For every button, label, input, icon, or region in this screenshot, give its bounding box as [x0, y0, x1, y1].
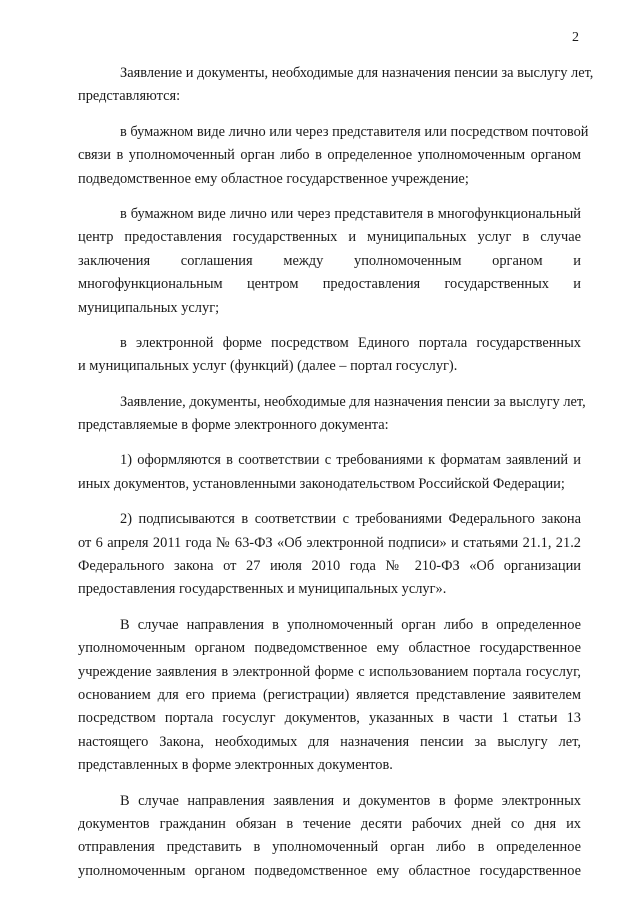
text-line: представляются: — [78, 88, 181, 105]
paragraph — [78, 391, 586, 438]
text-line: отправления представить в уполномоченный орган либо в определенное — [78, 839, 581, 856]
text-line: связи в уполномоченный орган либо в определенное уполномоченным органом — [78, 147, 581, 164]
text-line: Федерального закона от 27 июля 2010 года № 210-ФЗ «Об организации — [78, 558, 581, 575]
document-body — [78, 62, 594, 883]
text-line: представляемые в форме электронного документа: — [78, 417, 389, 434]
text-line: предоставления государственных и муниципальных услуг». — [78, 581, 447, 598]
paragraph-spacing — [78, 191, 581, 203]
paragraph-spacing — [78, 778, 581, 790]
text-line: настоящего Закона, необходимых для назначения пенсии за выслугу лет, — [78, 733, 581, 750]
text-line: уполномоченным органом подведомственное ему областное государственное — [78, 640, 581, 657]
text-line: 1) оформляются в соответствии с требованиями к форматам заявлений и — [120, 452, 581, 469]
text-line: и муниципальных услуг (функций) (далее – портал госуслуг). — [78, 358, 458, 375]
text-line: основанием для его приема (регистрации) является представление заявителем — [78, 686, 581, 703]
text-line: уполномоченным органом подведомственное ему областное государственное — [78, 862, 581, 879]
paragraph — [78, 790, 581, 884]
paragraph-spacing — [78, 437, 581, 449]
paragraph — [78, 449, 581, 496]
paragraph — [78, 203, 581, 320]
text-line: иных документов, установленными законодательством Российской Федерации; — [78, 475, 565, 492]
paragraph — [78, 508, 581, 602]
paragraph — [78, 614, 581, 778]
page-number: 2 — [572, 30, 579, 45]
text-line: в бумажном виде лично или через представителя или посредством почтовой — [120, 123, 589, 140]
text-line: заключения соглашения между уполномоченным органом и — [78, 252, 581, 269]
text-line: посредством портала госуслуг документов, указанных в части 1 статьи 13 — [78, 710, 581, 727]
text-line: муниципальных услуг; — [78, 299, 220, 316]
text-line: учреждение заявления в электронной форме с использованием портала госуслуг, — [78, 663, 581, 680]
text-line: В случае направления заявления и документов в форме электронных — [120, 792, 581, 809]
paragraph-spacing — [78, 496, 581, 508]
text-line: в электронной форме посредством Единого портала государственных — [120, 334, 581, 351]
text-line: Заявление и документы, необходимые для назначения пенсии за выслугу лет, — [120, 65, 594, 81]
paragraph-spacing — [78, 320, 581, 332]
paragraph-spacing — [78, 109, 581, 121]
text-line: В случае направления в уполномоченный орган либо в определенное — [120, 616, 581, 633]
text-line: центр предоставления государственных и муниципальных услуг в случае — [78, 229, 581, 246]
text-line: документов гражданин обязан в течение десяти рабочих дней со дня их — [78, 815, 581, 832]
paragraph — [78, 62, 594, 109]
paragraph-spacing — [78, 379, 581, 391]
text-line: от 6 апреля 2011 года № 63-ФЗ «Об электронной подписи» и статьями 21.1, 21.2 — [78, 534, 581, 551]
text-line: подведомственное ему областное государственное учреждение; — [78, 170, 469, 187]
paragraph — [78, 332, 581, 379]
text-line: в бумажном виде лично или через представителя в многофункциональный — [120, 205, 581, 222]
text-line: 2) подписываются в соответствии с требованиями Федерального закона — [120, 511, 581, 528]
paragraph-spacing — [78, 602, 581, 614]
text-line: представленных в форме электронных документов. — [78, 757, 393, 774]
text-line: многофункциональным центром предоставления государственных и — [78, 276, 581, 293]
paragraph — [78, 121, 589, 191]
text-line: Заявление, документы, необходимые для назначения пенсии за выслугу лет, — [120, 393, 586, 410]
